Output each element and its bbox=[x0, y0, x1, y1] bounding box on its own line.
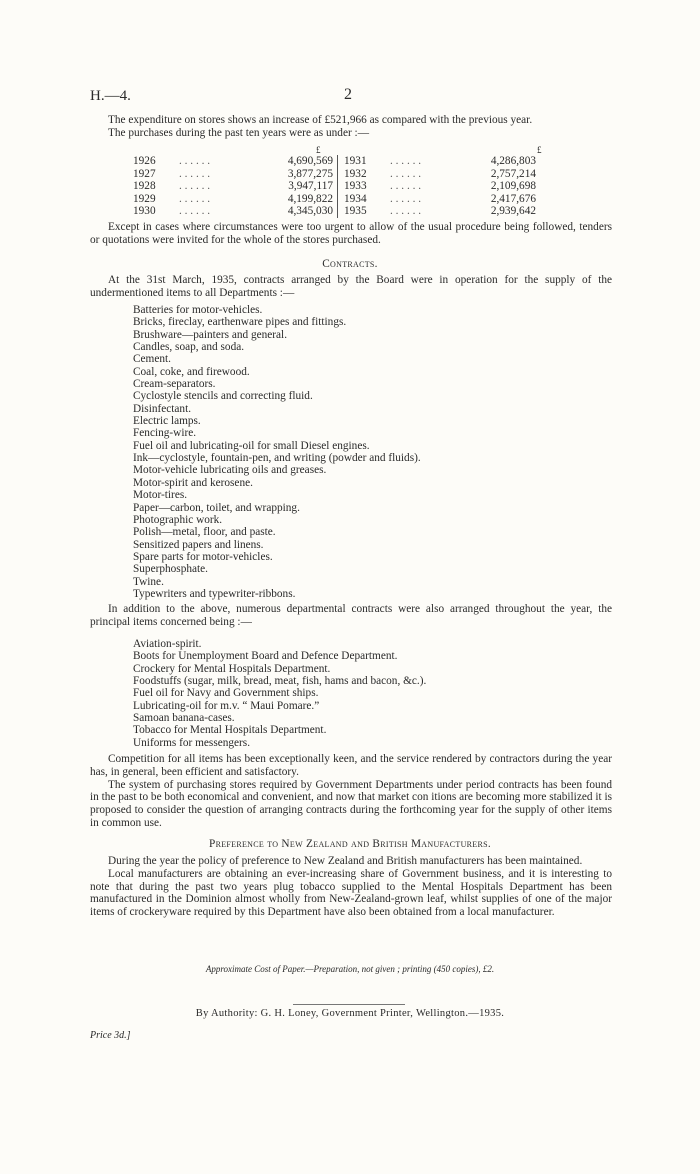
paper-cost-note: Approximate Cost of Paper.—Preparation, not given ; printing (450 copies), £2. bbox=[205, 964, 495, 974]
contract-item: Sensitized papers and linens. bbox=[133, 538, 264, 551]
contract-item: Photographic work. bbox=[133, 513, 223, 526]
leader-dots: . . . . . . bbox=[179, 205, 211, 218]
year-left: 1926 bbox=[133, 155, 156, 167]
departmental-item: Crockery for Mental Hospitals Department. bbox=[133, 662, 331, 675]
contract-items-list bbox=[133, 304, 421, 600]
currency-symbol-left: £ bbox=[316, 145, 321, 155]
contract-item: Superphosphate. bbox=[133, 563, 208, 576]
leader-dots: . . . . . . bbox=[390, 205, 422, 218]
expenditure-sentence: The expenditure on stores shows an increase of £521,966 as compared with the previous year. bbox=[108, 114, 533, 126]
system-text: The system of purchasing stores required by Government Departments under period contracts has been found in the past to be both economical and convenient, and now that market con itions are becoming more stabilized it is proposed to consider the question of arranging contracts during the forthcoming year for the supply of other items in common use. bbox=[90, 778, 612, 829]
contract-item: Ink—cyclostyle, fountain-pen, and writing (powder and fluids). bbox=[133, 452, 421, 465]
amount-left: 3,947,117 bbox=[288, 180, 333, 193]
addition-paragraph bbox=[90, 603, 612, 629]
amount-left: 4,345,030 bbox=[287, 205, 333, 218]
leader-dots: . . . . . . bbox=[390, 155, 422, 167]
preference-heading: Preference to New Zealand and British Manufacturers. bbox=[209, 838, 491, 850]
competition-text: Competition for all items has been exceptionally keen, and the service rendered by contractors during the year has, in general, been efficient and satisfactory. bbox=[90, 753, 612, 778]
departmental-item: Foodstuffs (sugar, milk, bread, meat, fish, hams and bacon, &c.). bbox=[133, 675, 427, 688]
departmental-item: Fuel oil for Navy and Government ships. bbox=[133, 687, 319, 700]
amount-right: 2,109,698 bbox=[490, 180, 536, 193]
amount-left: 4,199,822 bbox=[287, 192, 333, 205]
amount-right: 2,757,214 bbox=[490, 167, 536, 180]
except-text: Except in cases where circumstances were too urgent to allow of the usual procedure being followed, tenders or quotations were invited for the whole of the stores purchased. bbox=[90, 221, 612, 246]
contracts-intro-text: At the 31st March, 1935, contracts arranged by the Board were in operation for the supply of the undermentioned items to all Departments :— bbox=[90, 274, 612, 299]
leader-dots: . . . . . . bbox=[390, 192, 422, 205]
year-right: 1931 bbox=[344, 155, 367, 167]
report-reference: H.—4. bbox=[90, 88, 131, 104]
contract-item: Candles, soap, and soda. bbox=[133, 341, 245, 354]
contract-item: Batteries for motor-vehicles. bbox=[133, 304, 263, 316]
contracts-heading: Contracts. bbox=[322, 258, 378, 270]
leader-dots: . . . . . . bbox=[390, 167, 422, 180]
contract-item: Twine. bbox=[133, 575, 164, 588]
amount-left: 4,690,569 bbox=[287, 155, 333, 167]
contract-item: Cream-separators. bbox=[133, 378, 216, 391]
amount-right: 2,939,642 bbox=[490, 205, 536, 218]
competition-and-system bbox=[90, 753, 612, 830]
purchases-row bbox=[133, 168, 536, 181]
departmental-item: Samoan banana-cases. bbox=[133, 712, 235, 725]
contract-item: Typewriters and typewriter-ribbons. bbox=[133, 587, 296, 600]
purchases-table bbox=[133, 155, 536, 218]
amount-right: 4,286,803 bbox=[490, 155, 536, 167]
departmental-items-list bbox=[133, 638, 426, 749]
departmental-item: Uniforms for messengers. bbox=[133, 736, 251, 749]
leader-dots: . . . . . . bbox=[179, 155, 211, 167]
currency-symbol-right: £ bbox=[537, 145, 542, 155]
purchases-row bbox=[133, 155, 536, 168]
amount-right: 2,417,676 bbox=[490, 192, 536, 205]
except-paragraph bbox=[90, 221, 612, 247]
contract-item: Motor-vehicle lubricating oils and greases. bbox=[133, 464, 327, 477]
contract-item: Disinfectant. bbox=[133, 402, 192, 415]
contracts-intro bbox=[90, 274, 612, 300]
contract-item: Cement. bbox=[133, 353, 171, 366]
page-number: 2 bbox=[344, 86, 352, 103]
leader-dots: . . . . . . bbox=[179, 167, 211, 180]
addition-text: In addition to the above, numerous departmental contracts were also arranged throughout the year, the principal items concerned being :— bbox=[90, 603, 612, 628]
year-left: 1928 bbox=[133, 180, 156, 193]
contract-item: Coal, coke, and firewood. bbox=[133, 365, 250, 378]
amount-left: 3,877,275 bbox=[287, 167, 333, 180]
preference-para-1: During the year the policy of preference to New Zealand and British manufacturers has been maintained. bbox=[108, 855, 583, 867]
leader-dots: . . . . . . bbox=[179, 192, 211, 205]
leader-dots: . . . . . . bbox=[179, 180, 211, 193]
year-left: 1927 bbox=[133, 167, 156, 180]
contract-item: Motor-spirit and kerosene. bbox=[133, 476, 253, 489]
preference-section bbox=[90, 855, 612, 919]
preference-para-2: Local manufacturers are obtaining an ever-increasing share of Government business, and it is interesting to note that during the past two years plug tobacco supplied to the Mental Hospitals Department has been manufactured in the Dominion almost wholly from New-Zealand-grown leaf, whilst supplies of one of the major items of crockeryware required by this Department have also been obtained from a local manufacturer. bbox=[90, 867, 612, 919]
contract-item: Bricks, fireclay, earthenware pipes and fittings. bbox=[133, 316, 347, 329]
printer-imprint: By Authority: G. H. Loney, Government Printer, Wellington.—1935. bbox=[195, 1008, 505, 1019]
year-right: 1935 bbox=[344, 205, 367, 218]
purchases-row bbox=[133, 193, 536, 206]
purchases-row bbox=[133, 205, 536, 218]
purchases-row bbox=[133, 180, 536, 193]
contract-item: Spare parts for motor-vehicles. bbox=[133, 550, 273, 563]
departmental-item: Boots for Unemployment Board and Defence Department. bbox=[133, 650, 398, 663]
purchases-sentence: The purchases during the past ten years were as under :— bbox=[108, 126, 369, 139]
contract-item: Fuel oil and lubricating-oil for small Diesel engines. bbox=[133, 439, 370, 452]
year-right: 1934 bbox=[344, 192, 367, 205]
contract-item: Polish—metal, floor, and paste. bbox=[133, 526, 276, 539]
contract-item: Electric lamps. bbox=[133, 415, 201, 428]
departmental-item: Lubricating-oil for m.v. “ Maui Pomare.” bbox=[133, 699, 320, 712]
year-left: 1929 bbox=[133, 192, 156, 205]
intro-section bbox=[90, 114, 612, 140]
footer-rule bbox=[293, 1004, 405, 1005]
year-right: 1932 bbox=[344, 167, 367, 180]
year-left: 1930 bbox=[133, 205, 156, 218]
contract-item: Motor-tires. bbox=[133, 489, 188, 502]
contract-item: Cyclostyle stencils and correcting fluid. bbox=[133, 390, 313, 403]
contract-item: Paper—carbon, toilet, and wrapping. bbox=[133, 501, 300, 514]
contract-item: Fencing-wire. bbox=[133, 427, 197, 440]
departmental-item: Tobacco for Mental Hospitals Department. bbox=[133, 724, 327, 737]
leader-dots: . . . . . . bbox=[390, 180, 422, 193]
contract-item: Brushware—painters and general. bbox=[133, 328, 288, 341]
year-right: 1933 bbox=[344, 180, 367, 193]
departmental-item: Aviation-spirit. bbox=[133, 638, 202, 650]
price-note: Price 3d.] bbox=[90, 1030, 131, 1041]
